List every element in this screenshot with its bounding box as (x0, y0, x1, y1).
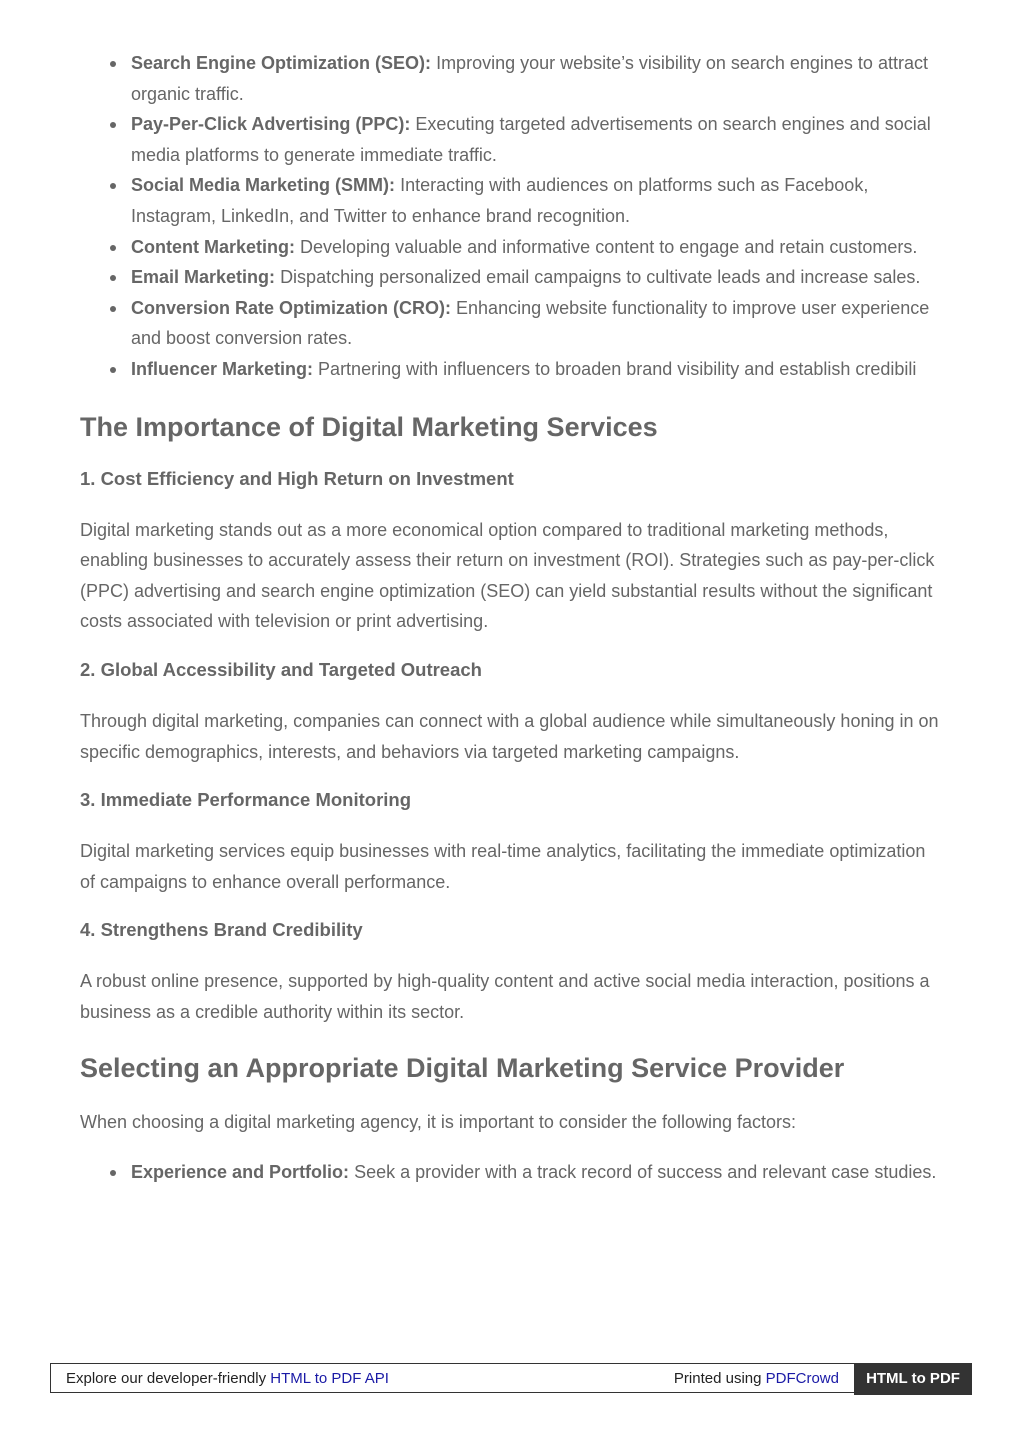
list-item (131, 354, 940, 385)
list-item (131, 262, 940, 293)
list-item-term: Content Marketing: (131, 236, 295, 257)
list-item-desc: Developing valuable and informative content to engage and retain customers. (300, 236, 918, 257)
importance-heading: The Importance of Digital Marketing Services (80, 411, 658, 442)
list-item-term: Social Media Marketing (SMM): (131, 175, 396, 196)
list-item (131, 1157, 940, 1188)
importance-subheading-1: 1. Cost Efficiency and High Return on Investment (80, 467, 514, 489)
importance-paragraph-1: Digital marketing stands out as a more economical option compared to traditional marketing methods, enabling businesses to accurately assess their return on investment (ROI). Strategies such as pay-per-click (PPC) advertising and search engine optimization (SEO) can yield substantial results without the significant costs associated with television or print advertising. (80, 519, 935, 632)
list-item-term: Email Marketing: (131, 267, 276, 288)
importance-paragraph-4: A robust online presence, supported by high-quality content and active social media interaction, positions a business as a credible authority within its sector. (80, 971, 930, 1022)
list-item (131, 293, 940, 354)
selecting-heading: Selecting an Appropriate Digital Marketing Service Provider (80, 1053, 845, 1084)
list-item-desc: Enhancing website functionality to improve user experience and boost conversion rates. (131, 297, 930, 349)
list-item (131, 170, 940, 231)
footer-explore (66, 1370, 389, 1387)
pdfcrowd-link[interactable]: PDFCrowd (765, 1370, 839, 1387)
list-item-desc: Executing targeted advertisements on search engines and social media platforms to generate immediate traffic. (131, 114, 931, 165)
list-item (131, 232, 940, 263)
footer-printed (674, 1370, 839, 1387)
list-item (131, 109, 940, 170)
list-item-desc: Partnering with influencers to broaden brand visibility and establish credibili (318, 358, 917, 379)
list-item-term: Experience and Portfolio: (131, 1162, 350, 1183)
pdfcrowd-footer (50, 1363, 972, 1393)
list-item-term: Search Engine Optimization (SEO): (131, 53, 432, 73)
importance-subheading-4: 4. Strengthens Brand Credibility (80, 919, 363, 941)
importance-subheading-2: 2. Global Accessibility and Targeted Outreach (80, 658, 482, 680)
list-item-desc: Seek a provider with a track record of success and relevant case studies. (354, 1162, 937, 1183)
list-item-term: Influencer Marketing: (131, 358, 314, 379)
html-to-pdf-api-link[interactable]: HTML to PDF API (270, 1370, 389, 1387)
selecting-intro: When choosing a digital marketing agency, it is important to consider the following factors: (80, 1112, 797, 1133)
list-item-desc: Improving your website’s visibility on search engines to attract organic traffic. (131, 53, 928, 104)
footer-explore-text: Explore our developer-friendly (66, 1370, 267, 1387)
list-item (131, 48, 940, 109)
list-item-desc: Interacting with audiences on platforms such as Facebook, Instagram, LinkedIn, and Twitter to enhance brand recognition. (131, 175, 869, 226)
list-item-term: Pay-Per-Click Advertising (PPC): (131, 114, 411, 135)
services-list (80, 48, 940, 385)
importance-paragraph-3: Digital marketing services equip businesses with real-time analytics, facilitating the immediate optimization of campaigns to enhance overall performance. (80, 841, 926, 892)
selecting-list (80, 1157, 940, 1188)
importance-subheading-3: 3. Immediate Performance Monitoring (80, 789, 412, 811)
list-item-desc: Dispatching personalized email campaigns to cultivate leads and increase sales. (280, 267, 921, 288)
html-to-pdf-badge[interactable]: HTML to PDF (854, 1363, 972, 1395)
footer-printed-text: Printed using (673, 1370, 762, 1387)
list-item-term: Conversion Rate Optimization (CRO): (131, 297, 452, 318)
importance-paragraph-2: Through digital marketing, companies can connect with a global audience while simultaneously honing in on specific demographics, interests, and behaviors via targeted marketing campaigns. (80, 710, 939, 762)
document-content (80, 48, 940, 1188)
